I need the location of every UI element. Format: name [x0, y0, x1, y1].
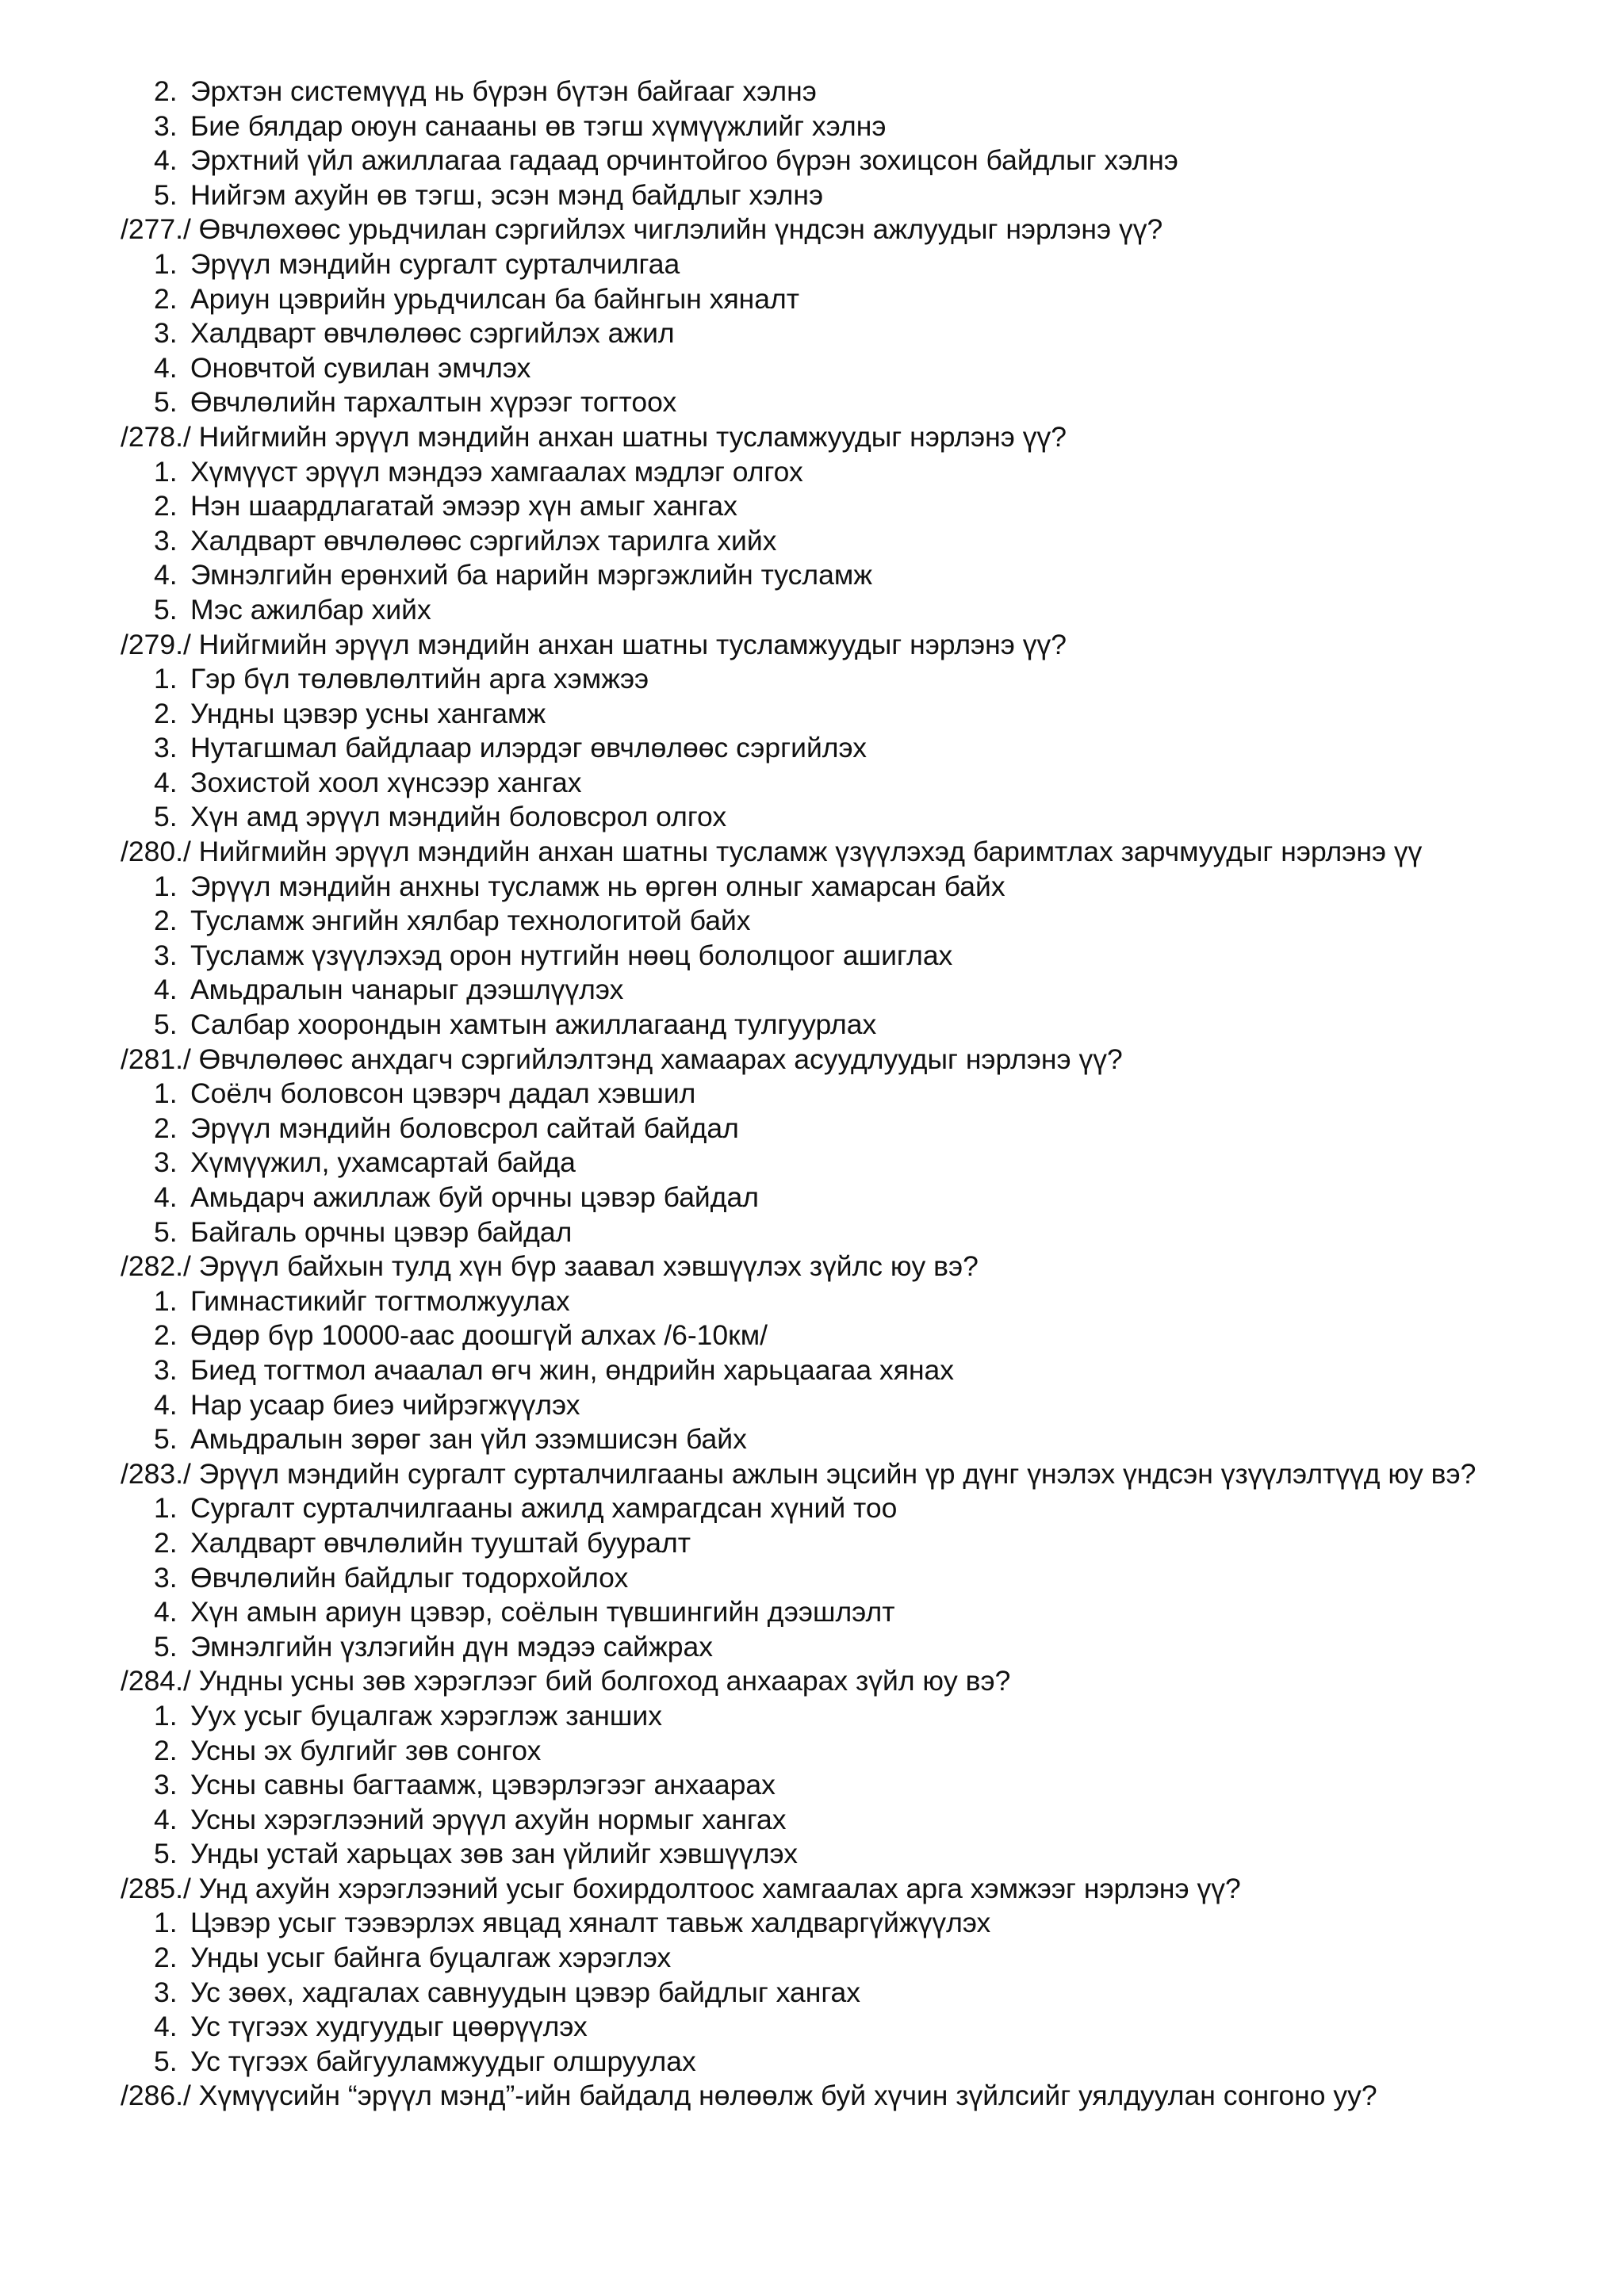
answer-option — [121, 1768, 1548, 1803]
answer-option — [121, 1734, 1548, 1769]
answer-option — [121, 904, 1548, 939]
option-number: 5. — [154, 2045, 178, 2077]
option-number: 2. — [154, 905, 178, 937]
option-number: 1. — [154, 1492, 178, 1525]
option-text: Хүмүүжил, ухамсартай байда — [190, 1146, 576, 1179]
question-text: /286./ Хүмүүсийн “эрүүл мэнд”-ийн байдалд нөлөөлж буй хүчин зүйлсийг уялдуулан сонгоно уу? — [121, 2080, 1377, 2112]
option-text: Эрхтэн системүүд нь бүрэн бүтэн байгааг хэлнэ — [190, 75, 817, 107]
option-text: Тусламж үзүүлэхэд орон нутгийн нөөц бололцоог ашиглах — [190, 939, 953, 971]
question-text: /277./ Өвчлөхөөс урьдчилан сэргийлэх чиглэлийн үндсэн ажлуудыг нэрлэнэ үү? — [121, 213, 1163, 246]
option-number: 1. — [154, 1907, 178, 1939]
question-text: /281./ Өвчлөлөөс анхдагч сэргийлэлтэнд хамаарах асуудлуудыг нэрлэнэ үү? — [121, 1043, 1123, 1075]
answer-option — [121, 870, 1548, 905]
option-text: Цэвэр усыг тээвэрлэх явцад хяналт тавьж халдваргүйжүүлэх — [190, 1907, 991, 1939]
option-text: Ус түгээх худгуудыг цөөрүүлэх — [190, 2011, 588, 2043]
option-number: 3. — [154, 1353, 178, 1386]
answer-option — [121, 939, 1548, 974]
option-text: Уух усыг буцалгаж хэрэглэж занших — [190, 1699, 662, 1732]
option-text: Эрүүл мэндийн боловсрол сайтай байдал — [190, 1112, 739, 1144]
answer-option — [121, 1215, 1548, 1250]
option-number: 4. — [154, 1596, 178, 1628]
answer-option — [121, 385, 1548, 420]
option-number: 4. — [154, 1181, 178, 1213]
option-text: Эрхтний үйл ажиллагаа гадаад орчинтойгоо бүрэн зохицсон байдлыг хэлнэ — [190, 144, 1178, 177]
option-number: 5. — [154, 178, 178, 211]
option-text: Нар усаар биеэ чийрэгжүүлэх — [190, 1388, 580, 1421]
option-text: Мэс ажилбар хийх — [190, 593, 431, 626]
answer-option — [121, 1561, 1548, 1596]
option-text: Бие бялдар оюун санааны өв тэгш хүмүүжлийг хэлнэ — [190, 109, 887, 142]
answer-option — [121, 697, 1548, 732]
answer-option — [121, 766, 1548, 801]
option-number: 3. — [154, 317, 178, 350]
option-text: Нутагшмал байдлаар илэрдэг өвчлөлөөс сэргийлэх — [190, 732, 867, 764]
option-number: 5. — [154, 386, 178, 419]
option-number: 5. — [154, 801, 178, 833]
option-number: 3. — [154, 939, 178, 971]
option-text: Оновчтой сувилан эмчлэх — [190, 351, 531, 384]
option-text: Хүн амын ариун цэвэр, соёлын түвшингийн дээшлэлт — [190, 1596, 895, 1628]
option-number: 4. — [154, 144, 178, 177]
option-text: Ус түгээх байгууламжуудыг олшруулах — [190, 2045, 696, 2077]
option-number: 1. — [154, 1077, 178, 1110]
option-text: Амьдарч ажиллаж буй орчны цэвэр байдал — [190, 1181, 759, 1213]
answer-option — [121, 489, 1548, 524]
option-text: Унды усыг байнга буцалгаж хэрэглэх — [190, 1942, 672, 1974]
option-text: Ус зөөх, хадгалах савнуудын цэвэр байдлыг хангах — [190, 1976, 861, 2008]
answer-option — [121, 1803, 1548, 1838]
option-text: Эмнэлгийн ерөнхий ба нарийн мэргэжлийн тусламж — [190, 559, 872, 591]
answer-option — [121, 1976, 1548, 2011]
option-number: 1. — [154, 663, 178, 695]
option-number: 2. — [154, 1112, 178, 1144]
option-number: 5. — [154, 1838, 178, 1870]
answer-option — [121, 1181, 1548, 1215]
option-text: Өдөр бүр 10000-аас доошгүй алхах /6-10км/ — [190, 1319, 768, 1352]
option-number: 2. — [154, 282, 178, 315]
option-number: 5. — [154, 1008, 178, 1041]
answer-option — [121, 1077, 1548, 1112]
answer-option — [121, 109, 1548, 144]
option-text: Усны савны багтаамж, цэвэрлэгээг анхаарах — [190, 1769, 776, 1801]
option-text: Нийгэм ахуйн өв тэгш, эсэн мэнд байдлыг хэлнэ — [190, 178, 824, 211]
answer-option — [121, 2010, 1548, 2045]
option-text: Биед тогтмол ачаалал өгч жин, өндрийн харьцаагаа хянах — [190, 1353, 955, 1386]
answer-option — [121, 2045, 1548, 2080]
answer-option — [121, 593, 1548, 628]
option-number: 5. — [154, 1630, 178, 1663]
question-text: /280./ Нийгмийн эрүүл мэндийн анхан шатны тусламж үзүүлэхэд баримтлах зарчмуудыг нэрлэнэ үү — [121, 836, 1423, 868]
option-number: 4. — [154, 2011, 178, 2043]
option-number: 4. — [154, 1803, 178, 1835]
answer-option — [121, 973, 1548, 1008]
option-number: 3. — [154, 109, 178, 142]
option-number: 3. — [154, 1146, 178, 1179]
answer-option — [121, 1595, 1548, 1630]
answer-option — [121, 800, 1548, 835]
option-text: Эрүүл мэндийн сургалт сурталчилгаа — [190, 247, 680, 280]
option-text: Соёлч боловсон цэвэрч дадал хэвшил — [190, 1077, 696, 1110]
option-number: 2. — [154, 75, 178, 107]
option-number: 4. — [154, 351, 178, 384]
option-text: Өвчлөлийн байдлыг тодорхойлох — [190, 1561, 629, 1594]
answer-option — [121, 662, 1548, 697]
option-number: 2. — [154, 697, 178, 729]
option-text: Амьдралын зөрөг зан үйл эзэмшисэн байх — [190, 1423, 747, 1456]
option-number: 2. — [154, 1319, 178, 1352]
option-number: 2. — [154, 490, 178, 522]
answer-option — [121, 1318, 1548, 1353]
option-text: Сургалт сурталчилгааны ажилд хамрагдсан хүний тоо — [190, 1492, 898, 1525]
option-text: Тусламж энгийн хялбар технологитой байх — [190, 905, 751, 937]
answer-option — [121, 1284, 1548, 1319]
answer-option — [121, 455, 1548, 490]
option-text: Нэн шаардлагатай эмээр хүн амыг хангах — [190, 490, 737, 522]
option-text: Эмнэлгийн үзлэгийн дүн мэдээ сайжрах — [190, 1630, 713, 1663]
option-number: 4. — [154, 974, 178, 1006]
option-number: 2. — [154, 1734, 178, 1766]
option-text: Хүмүүст эрүүл мэндээ хамгаалах мэдлэг олгох — [190, 455, 803, 488]
option-number: 2. — [154, 1526, 178, 1559]
option-number: 1. — [154, 455, 178, 488]
option-number: 3. — [154, 732, 178, 764]
answer-option — [121, 1837, 1548, 1872]
answer-option — [121, 1630, 1548, 1665]
question-text: /284./ Ундны усны зөв хэрэглээг бий болгоход анхаарах зүйл юу вэ? — [121, 1665, 1011, 1697]
option-text: Байгаль орчны цэвэр байдал — [190, 1215, 573, 1248]
option-text: Халдварт өвчлөлөөс сэргийлэх ажил — [190, 317, 675, 350]
option-number: 5. — [154, 1215, 178, 1248]
option-number: 5. — [154, 593, 178, 626]
option-number: 1. — [154, 1284, 178, 1317]
option-text: Унды устай харьцах зөв зан үйлийг хэвшүүлэх — [190, 1838, 798, 1870]
answer-option — [121, 75, 1548, 109]
question-text: /283./ Эрүүл мэндийн сургалт сурталчилгааны ажлын эцсийн үр дүнг үнэлэх үндсэн үзүүлэлтүүд юу вэ? — [121, 1457, 1477, 1490]
answer-option — [121, 1699, 1548, 1734]
answer-option — [121, 1146, 1548, 1181]
answer-option — [121, 282, 1548, 317]
option-number: 4. — [154, 1388, 178, 1421]
answer-option — [121, 1112, 1548, 1146]
answer-option — [121, 144, 1548, 178]
option-number: 4. — [154, 559, 178, 591]
answer-option — [121, 1422, 1548, 1457]
option-text: Халдварт өвчлөлийн тууштай буурал​т — [190, 1526, 691, 1559]
option-text: Өвчлөлийн тархалтын хүрээг тогтоох — [190, 386, 677, 419]
answer-option — [121, 1526, 1548, 1561]
answer-option — [121, 558, 1548, 593]
option-text: Эрүүл мэндийн анхны тусламж нь өргөн олныг хамарсан байх — [190, 870, 1005, 902]
answer-option — [121, 178, 1548, 213]
answer-option — [121, 1941, 1548, 1976]
answer-option — [121, 731, 1548, 766]
answer-option — [121, 1008, 1548, 1043]
option-text: Гэр бүл төлөвлөлтийн арга хэмжээ — [190, 663, 649, 695]
option-number: 1. — [154, 870, 178, 902]
question-text: /279./ Нийгмийн эрүүл мэндийн анхан шатны тусламжуудыг нэрлэнэ үү? — [121, 628, 1067, 660]
option-number: 1. — [154, 1699, 178, 1732]
option-number: 1. — [154, 247, 178, 280]
option-text: Усны эх булгийг зөв сонгох — [190, 1734, 542, 1766]
question-text: /285./ Унд ахуйн хэрэглээний усыг бохирдолтоос хамгаалах арга хэмжээг нэрлэнэ үү? — [121, 1872, 1241, 1904]
question-text: /278./ Нийгмийн эрүүл мэндийн анхан шатны тусламжуудыг нэрлэнэ үү? — [121, 420, 1067, 453]
option-number: 3. — [154, 524, 178, 557]
answer-option — [121, 1906, 1548, 1941]
option-text: Хүн амд эрүүл мэндийн боловсрол олгох — [190, 801, 727, 833]
question-list — [121, 75, 1548, 2114]
option-text: Ариун цэврийн урьдчилсан ба байнгын хяналт — [190, 282, 799, 315]
option-number: 3. — [154, 1561, 178, 1594]
answer-option — [121, 247, 1548, 282]
answer-option — [121, 1388, 1548, 1423]
option-number: 2. — [154, 1942, 178, 1974]
option-text: Ундны цэвэр усны хангамж — [190, 697, 546, 729]
option-number: 4. — [154, 766, 178, 798]
answer-option — [121, 1491, 1548, 1526]
option-number: 5. — [154, 1423, 178, 1456]
option-text: Салбар хоорондын хамтын ажиллагаанд тулгуурлах — [190, 1008, 877, 1041]
option-number: 3. — [154, 1976, 178, 2008]
option-text: Амьдралын чанарыг дээшлүүлэх — [190, 974, 624, 1006]
option-text: Усны хэрэглээний эрүүл ахуйн нормыг хангах — [190, 1803, 787, 1835]
answer-option — [121, 316, 1548, 351]
option-number: 3. — [154, 1769, 178, 1801]
answer-option — [121, 1353, 1548, 1388]
option-text: Гимнастикийг тогтмолжуулах — [190, 1284, 570, 1317]
answer-option — [121, 524, 1548, 559]
answer-option — [121, 351, 1548, 386]
option-text: Зохистой хоол хүнсээр хангах — [190, 766, 582, 798]
question-text: /282./ Эрүүл байхын тулд хүн бүр заавал хэвшүүлэх зүйлс юу вэ? — [121, 1250, 979, 1283]
option-text: Халдварт өвчлөлөөс сэргийлэх тарилга хийх — [190, 524, 777, 557]
